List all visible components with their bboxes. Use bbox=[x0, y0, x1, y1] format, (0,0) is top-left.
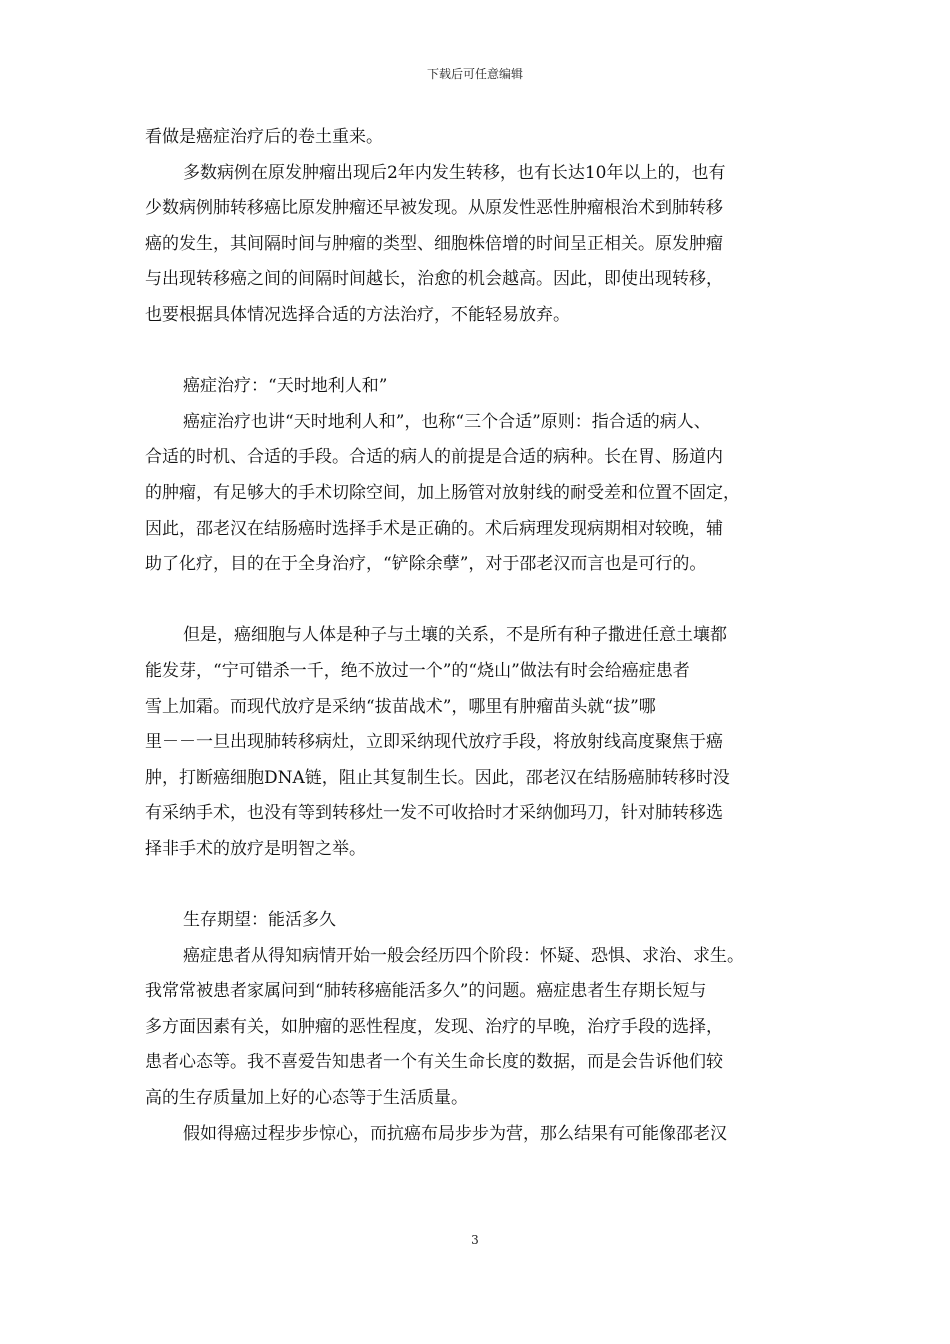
paragraph-line: 假如得癌过程步步惊心，而抗癌布局步步为营，那么结果有可能像邵老汉 bbox=[183, 1123, 727, 1144]
paragraph-line: 助了化疗，目的在于全身治疗，“铲除余孽”，对于邵老汉而言也是可行的。 bbox=[145, 554, 707, 575]
paragraph-line: 看做是癌症治疗后的卷土重来。 bbox=[145, 127, 383, 147]
paragraph-line: 肿，打断癌细胞DNA链，阻止其复制生长。因此，邵老汉在结肠癌肺转移时没 bbox=[145, 767, 730, 788]
paragraph-gap bbox=[145, 583, 813, 619]
paragraph-line: 的肿瘤，有足够大的手术切除空间，加上肠管对放射线的耐受差和位置不固定， bbox=[145, 482, 740, 503]
paragraph-line: 多数病例在原发肿瘤出现后2年内发生转移，也有长达10年以上的，也有 bbox=[183, 162, 726, 183]
paragraph-line: 能发芽，“宁可错杀一千，绝不放过一个”的“烧山”做法有时会给癌症患者 bbox=[145, 660, 690, 681]
paragraph-line: 癌的发生，其间隔时间与肿瘤的类型、细胞株倍增的时间呈正相关。原发肿瘤 bbox=[145, 233, 723, 254]
paragraph-line: 患者心态等。我不喜爱告知患者一个有关生命长度的数据，而是会告诉他们较 bbox=[145, 1052, 723, 1073]
paragraph-line: 少数病例肺转移癌比原发肿瘤还早被发现。从原发性恶性肿瘤根治术到肺转移 bbox=[145, 198, 723, 219]
paragraph-line: 也要根据具体情况选择合适的方法治疗，不能轻易放弃。 bbox=[145, 304, 570, 325]
paragraph-line: 癌症患者从得知病情开始一般会经历四个阶段：怀疑、恐惧、求治、求生。 bbox=[183, 945, 744, 966]
paragraph-line: 与出现转移癌之间的间隔时间越长，治愈的机会越高。因此，即使出现转移， bbox=[145, 269, 723, 290]
paragraph-line: 里－－一旦出现肺转移病灶，立即采纳现代放疗手段，将放射线高度聚焦于癌 bbox=[145, 732, 723, 753]
paragraph-line: 高的生存质量加上好的心态等于生活质量。 bbox=[145, 1088, 468, 1109]
section-heading: 癌症治疗：“天时地利人和” bbox=[183, 376, 388, 397]
section-heading: 生存期望：能活多久 bbox=[183, 910, 336, 931]
paragraph-line: 我常常被患者家属问到“肺转移癌能活多久”的问题。癌症患者生存期长短与 bbox=[145, 981, 707, 1002]
page-number: 3 bbox=[471, 1233, 479, 1247]
paragraph-line: 多方面因素有关，如肿瘤的恶性程度，发现、治疗的早晚，治疗手段的选择， bbox=[145, 1016, 723, 1037]
page-header: 下载后可任意编辑 bbox=[426, 67, 523, 81]
paragraph-line: 择非手术的放疗是明智之举。 bbox=[145, 838, 366, 859]
paragraph-line: 癌症治疗也讲“天时地利人和”，也称“三个合适”原则：指合适的病人、 bbox=[183, 411, 711, 432]
paragraph-line: 因此，邵老汉在结肠癌时选择手术是正确的。术后病理发现病期相对较晚，辅 bbox=[145, 518, 723, 539]
paragraph-gap bbox=[145, 867, 813, 903]
paragraph-line: 有采纳手术，也没有等到转移灶一发不可收拾时才采纳伽玛刀，针对肺转移选 bbox=[145, 803, 723, 824]
paragraph-line: 雪上加霜。而现代放疗是采纳“拔苗战术”，哪里有肿瘤苗头就“拔”哪 bbox=[145, 696, 656, 717]
paragraph-line: 但是，癌细胞与人体是种子与土壤的关系，不是所有种子撒进任意土壤都 bbox=[183, 625, 727, 646]
paragraph-gap bbox=[145, 334, 813, 370]
document-body bbox=[145, 120, 813, 1152]
paragraph-line: 合适的时机、合适的手段。合适的病人的前提是合适的病种。长在胃、肠道内 bbox=[145, 447, 723, 468]
